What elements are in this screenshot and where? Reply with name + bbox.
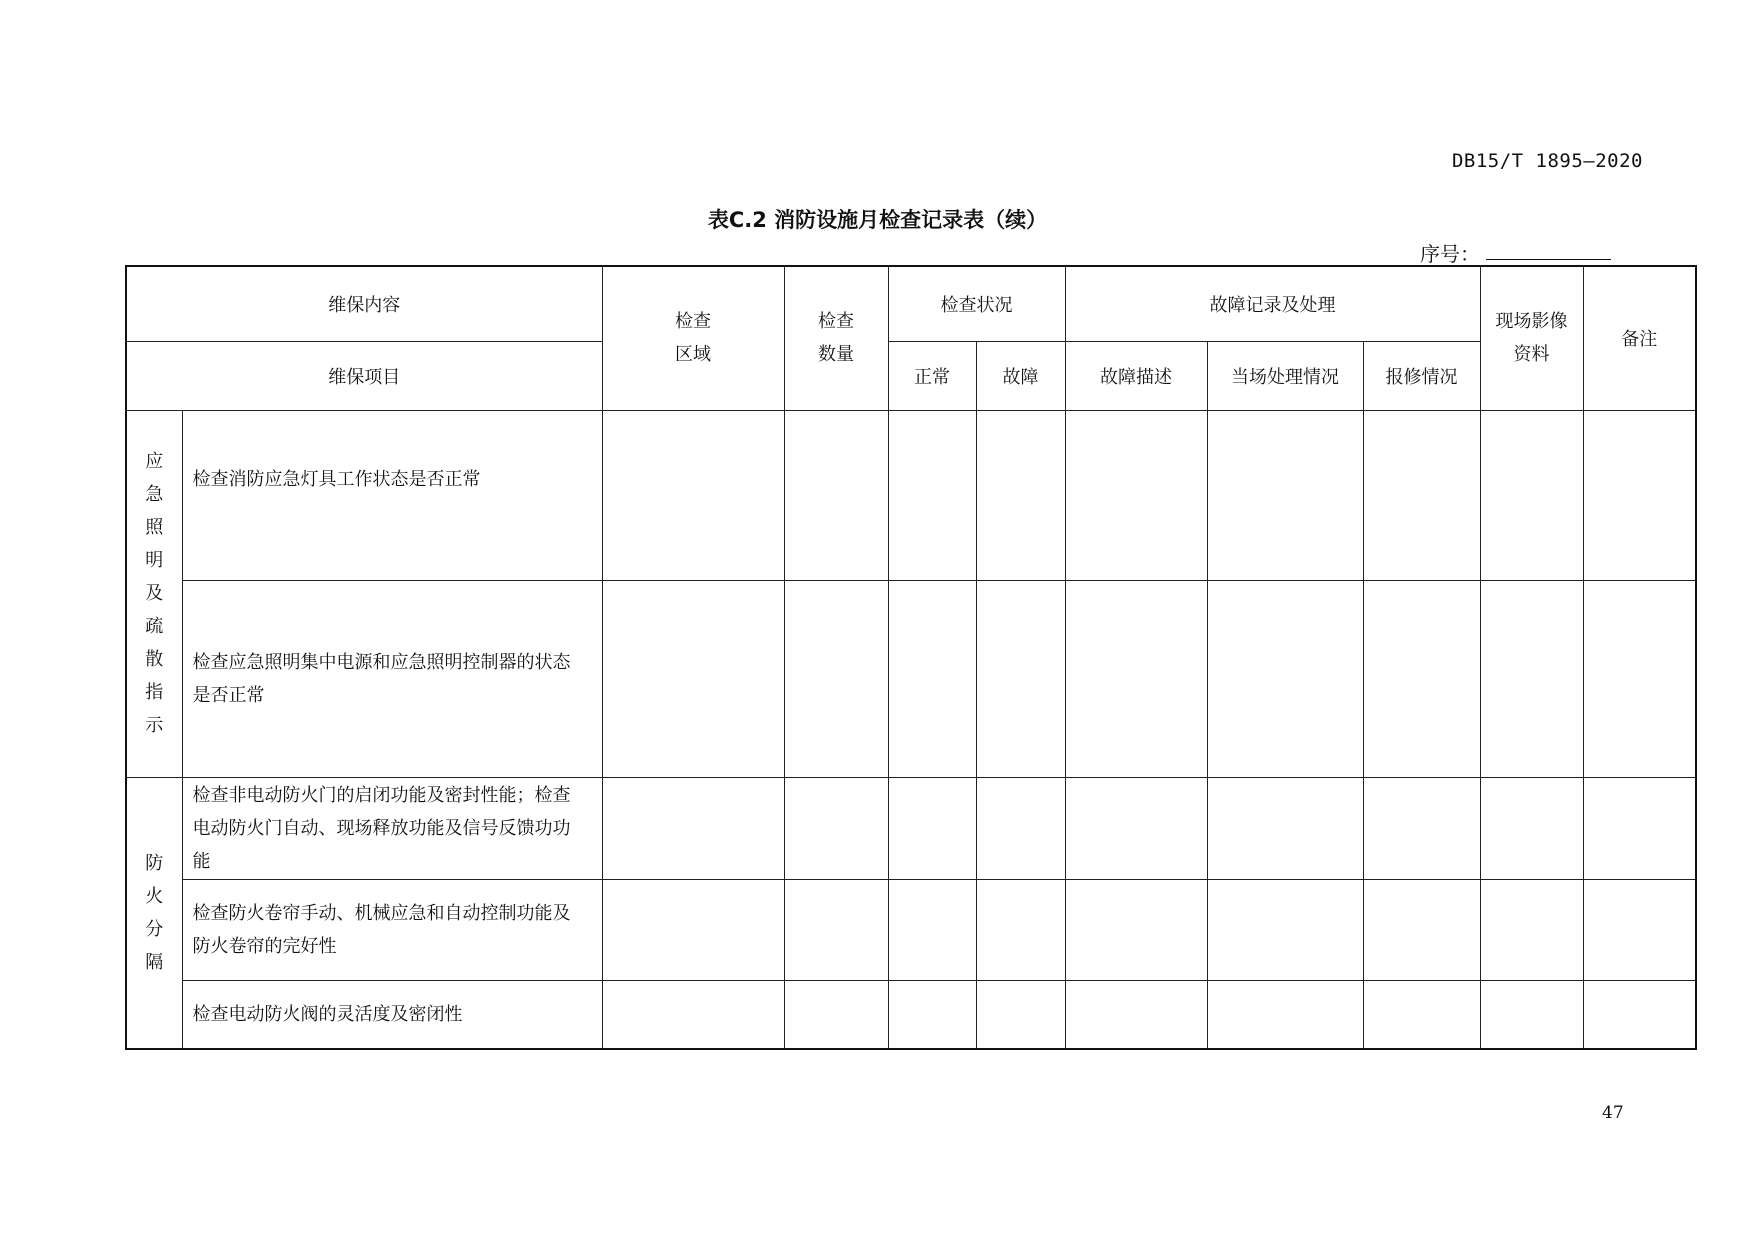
header-fault-description: 故障描述 xyxy=(1065,341,1207,410)
header-maintenance-item: 维保项目 xyxy=(126,341,602,410)
cell-fault-description[interactable] xyxy=(1065,777,1207,879)
cell-check-quantity[interactable] xyxy=(784,980,888,1049)
cell-on-site-handling[interactable] xyxy=(1207,410,1363,580)
table-row xyxy=(126,410,1696,580)
cell-check-area[interactable] xyxy=(602,980,784,1049)
category-char: 分 xyxy=(145,918,164,940)
category-char: 照 xyxy=(145,517,164,538)
cell-on-site-handling[interactable] xyxy=(1207,879,1363,980)
category-char: 及 xyxy=(145,583,164,604)
cell-remarks[interactable] xyxy=(1583,410,1696,580)
category-char: 散 xyxy=(145,649,164,670)
category-fire-separation xyxy=(126,777,182,1049)
header-site-photos-line2: 资料 xyxy=(1513,344,1550,366)
cell-on-site-handling[interactable] xyxy=(1207,580,1363,777)
item-text-line: 检查非电动防火门的启闭功能及密封性能；检查 xyxy=(192,784,571,806)
cell-normal[interactable] xyxy=(888,410,976,580)
category-emergency-lighting xyxy=(126,410,182,777)
item-fire-shutter-control xyxy=(182,879,602,980)
cell-check-quantity[interactable] xyxy=(784,410,888,580)
header-maintenance-content: 维保内容 xyxy=(126,266,602,341)
cell-fault[interactable] xyxy=(976,879,1065,980)
cell-fault-description[interactable] xyxy=(1065,580,1207,777)
cell-repair-report[interactable] xyxy=(1363,410,1480,580)
item-text-line: 检查电动防火阀的灵活度及密闭性 xyxy=(192,1003,463,1025)
cell-check-area[interactable] xyxy=(602,777,784,879)
cell-remarks[interactable] xyxy=(1583,777,1696,879)
standard-code: DB15/T 1895—2020 xyxy=(1451,150,1643,172)
inspection-record-table xyxy=(125,265,1697,1050)
cell-check-quantity[interactable] xyxy=(784,777,888,879)
header-check-area-line1: 检查 xyxy=(675,311,711,333)
cell-fault-description[interactable] xyxy=(1065,410,1207,580)
item-text-line: 电动防火门自动、现场释放功能及信号反馈功功 xyxy=(192,817,571,839)
cell-repair-report[interactable] xyxy=(1363,879,1480,980)
header-normal: 正常 xyxy=(888,341,976,410)
cell-repair-report[interactable] xyxy=(1363,777,1480,879)
cell-site-photos[interactable] xyxy=(1480,879,1583,980)
header-remarks: 备注 xyxy=(1583,266,1696,410)
table-row xyxy=(126,980,1696,1049)
cell-normal[interactable] xyxy=(888,580,976,777)
cell-on-site-handling[interactable] xyxy=(1207,980,1363,1049)
header-check-status: 检查状况 xyxy=(888,266,1065,341)
category-char: 示 xyxy=(145,715,164,736)
cell-check-area[interactable] xyxy=(602,580,784,777)
cell-normal[interactable] xyxy=(888,879,976,980)
cell-normal[interactable] xyxy=(888,777,976,879)
cell-fault[interactable] xyxy=(976,410,1065,580)
cell-on-site-handling[interactable] xyxy=(1207,777,1363,879)
cell-site-photos[interactable] xyxy=(1480,777,1583,879)
table-row xyxy=(126,580,1696,777)
cell-remarks[interactable] xyxy=(1583,980,1696,1049)
cell-repair-report[interactable] xyxy=(1363,980,1480,1049)
header-fault: 故障 xyxy=(976,341,1065,410)
category-char: 应 xyxy=(145,451,164,472)
header-check-quantity-line2: 数量 xyxy=(818,344,854,366)
serial-blank-line xyxy=(1486,259,1611,260)
header-fault-record: 故障记录及处理 xyxy=(1065,266,1480,341)
serial-label: 序号： xyxy=(1420,242,1480,266)
cell-check-quantity[interactable] xyxy=(784,580,888,777)
item-emergency-power-controller xyxy=(182,580,602,777)
category-char: 急 xyxy=(145,484,164,505)
cell-check-area[interactable] xyxy=(602,410,784,580)
item-fire-damper xyxy=(182,980,602,1049)
category-char: 火 xyxy=(145,885,164,907)
item-text-line: 能 xyxy=(192,850,211,872)
category-char: 防 xyxy=(145,852,164,874)
item-text-line: 检查消防应急灯具工作状态是否正常 xyxy=(192,468,481,490)
category-char: 疏 xyxy=(145,616,164,637)
category-char: 指 xyxy=(145,682,164,703)
header-check-quantity xyxy=(784,266,888,410)
cell-normal[interactable] xyxy=(888,980,976,1049)
cell-fault-description[interactable] xyxy=(1065,879,1207,980)
cell-repair-report[interactable] xyxy=(1363,580,1480,777)
item-text-line: 检查防火卷帘手动、机械应急和自动控制功能及 xyxy=(192,902,571,924)
table-row xyxy=(126,777,1696,879)
item-text-line: 是否正常 xyxy=(192,684,265,706)
cell-site-photos[interactable] xyxy=(1480,980,1583,1049)
cell-fault[interactable] xyxy=(976,777,1065,879)
cell-fault-description[interactable] xyxy=(1065,980,1207,1049)
cell-check-quantity[interactable] xyxy=(784,879,888,980)
header-on-site-handling: 当场处理情况 xyxy=(1207,341,1363,410)
header-check-area xyxy=(602,266,784,410)
cell-fault[interactable] xyxy=(976,980,1065,1049)
cell-site-photos[interactable] xyxy=(1480,410,1583,580)
category-char: 明 xyxy=(145,550,164,571)
table-title: 表C.2 消防设施月检查记录表（续） xyxy=(707,208,1048,232)
item-emergency-lamp-status xyxy=(182,410,602,580)
table-row xyxy=(126,879,1696,980)
page-number: 47 xyxy=(1602,1103,1624,1123)
cell-remarks[interactable] xyxy=(1583,879,1696,980)
cell-remarks[interactable] xyxy=(1583,580,1696,777)
header-site-photos xyxy=(1480,266,1583,410)
item-fire-door-function xyxy=(182,777,602,879)
header-site-photos-line1: 现场影像 xyxy=(1495,311,1568,333)
item-text-line: 防火卷帘的完好性 xyxy=(192,935,337,957)
cell-site-photos[interactable] xyxy=(1480,580,1583,777)
cell-fault[interactable] xyxy=(976,580,1065,777)
category-char: 隔 xyxy=(145,951,164,973)
header-check-area-line2: 区域 xyxy=(675,344,711,366)
cell-check-area[interactable] xyxy=(602,879,784,980)
header-repair-report: 报修情况 xyxy=(1363,341,1480,410)
item-text-line: 检查应急照明集中电源和应急照明控制器的状态 xyxy=(192,651,571,673)
header-check-quantity-line1: 检查 xyxy=(818,311,854,333)
